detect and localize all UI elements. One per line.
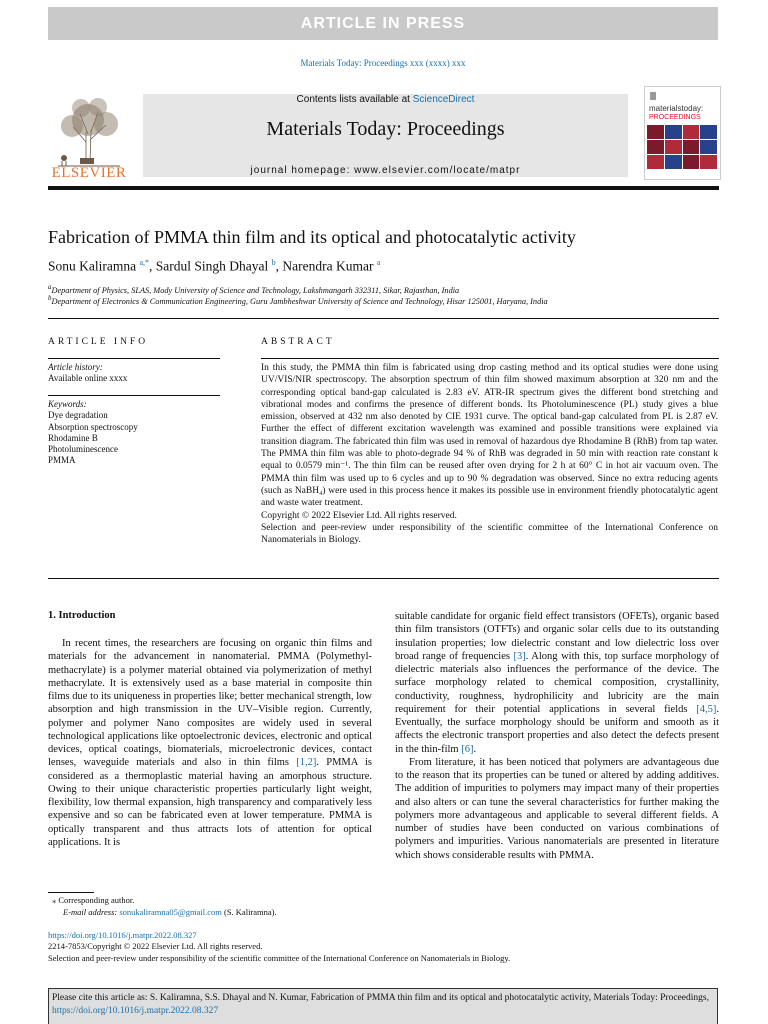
abstract-copyright: Copyright © 2022 Elsevier Ltd. All rights reserved. [261, 510, 457, 521]
journal-citation-link[interactable]: Materials Today: Proceedings xxx (xxxx) xxx [300, 58, 466, 68]
keyword: Dye degradation [48, 410, 108, 421]
article-info-heading: ARTICLE INFO [48, 337, 149, 347]
affiliation-a: $^a$Department of Physics, SLAS, Mody University of Science and Technology, Lakshmangarh 332311, Sikar, Rajasthan, India [48, 284, 460, 295]
cover-logo-icon [648, 90, 658, 102]
article-info-divider [48, 358, 220, 359]
selection-note: Selection and peer-review under responsibility of the scientific committee of the International Conference on Nanomaterials in Biology. [48, 953, 511, 963]
footnote-rule [48, 892, 94, 893]
cover-artwork [647, 125, 717, 169]
header-divider [48, 186, 719, 190]
please-cite-box: Please cite this article as: S. Kaliramna, S.S. Dhayal and N. Kumar, Fabrication of PMMA thin film and its optical and photocatalytic activity, Materials Today: Proceedings, https://doi.org/10.1016/j.matpr.2022.08.327 [48, 988, 718, 1024]
journal-homepage[interactable]: journal homepage: www.elsevier.com/locate/matpr [250, 165, 521, 176]
author-name[interactable]: Sonu Kaliramna [48, 258, 137, 274]
journal-cover-image [644, 86, 721, 180]
abstract-peer-review: Selection and peer-review under responsibility of the scientific committee of the International Conference on Nanomaterials in Biology. [261, 522, 718, 546]
cite-doi-link[interactable]: https://doi.org/10.1016/j.matpr.2022.08.327 [52, 1006, 219, 1016]
corresponding-author-note: ⁎ Corresponding author. [52, 895, 135, 905]
keywords-divider [48, 395, 220, 396]
issn-copyright: 2214-7853/Copyright © 2022 Elsevier Ltd. All rights reserved. [48, 941, 263, 951]
contents-prefix: Contents lists available at [296, 94, 410, 105]
intro-right-column: suitable candidate for organic field effect transistors (OFETs), organic based thin film transistors (OTFTs) and organic solar cells due to its outstanding insulation properties; low dielectric constant and low dielectric loss over broad range of frequencies [3]. Along with this, top surface morphology of dielectric materials also influences the performance of the device. The surface morphology related to chemical composition, crystallinity, conductivity, roughness, hydrophilicity and lubricity are the main requirement for their potential applications in several fields [4,5]. Eventually, the surface morphology should be uniform and smooth as it affects the electronic transport properties and also detect the defects present in the thin-film [6]. From literature, it has been noticed that polymers are advantageous due to the reason that its properties can be tuned or altered by adding additives. The addition of impurities to polymers may impact many of their properties and also alters or can tune the several characteristics for further making the polymers more advantageous and applicable to several different fields. A number of studies have been conducted on various combinations of polymers and impurities. Various nanomaterials are presented in literature which shows considerable results with PMMA. [395, 611, 719, 861]
citation-link[interactable]: [6] [461, 743, 474, 755]
affiliation-b: $^b$Department of Electronics & Communication Engineering, Guru Jambheshwar University of Science and Technology, Hisar 125001, Haryana, India [48, 295, 548, 306]
citation-link[interactable]: [1,2] [296, 757, 317, 769]
author-affil-sup[interactable]: a,* [139, 258, 150, 267]
abstract-heading: ABSTRACT [261, 337, 335, 347]
abstract-body [261, 362, 718, 546]
email-note: E-mail address: sonukaliramna05@gmail.com (S. Kaliramna). [63, 907, 277, 917]
keyword: Photoluminescence [48, 444, 118, 455]
article-history: Article history: Available online xxxx [48, 362, 128, 384]
intro-paragraph-2: From literature, it has been noticed that polymers are advantageous due to the reason that its properties can be tuned or altered by adding additives. The addition of impurities to polymers may impact many of their properties and also alters or can tune the several characteristics for further making the polymers more advantageous and applicable to several different fields. A number of studies have been conducted on various combinations of polymers and impurities. Various nanomaterials are presented in literature which shows considerable results with PMMA. [395, 756, 719, 861]
author-affil-sup[interactable]: a [376, 258, 381, 267]
keyword: Absorption spectroscopy [48, 421, 138, 432]
contents-available-line [143, 94, 628, 105]
author-list: Sonu Kaliramna $^{a,*}$, Sardul Singh Dhayal $^b$, Narendra Kumar $^a$ [48, 258, 381, 274]
keywords-block: Keywords: Dye degradation Absorption spectroscopy Rhodamine B Photoluminescence PMMA [48, 399, 138, 466]
article-in-press-banner: ARTICLE IN PRESS [48, 7, 718, 40]
intro-left-column: In recent times, the researchers are focusing on organic thin films and materials for the advancement in nanomaterial. PMMA (Polymethyl-methacrylate) is a polymer material obtained via polymerization of methyl methacrylate. It is extensively used as a base material in composite thin films due to its uniqueness in properties like; better mechanical strength, low absorption and high transmission in the UV–Visible region. Currently, polymer and polymer Nano composites are widely used in several technological applications like optoelectronic devices, electronic and optical devices, optical coatings, biomaterials, microelectronic devices, contact lenses, waveguide materials and also in thin films [1,2]. PMMA is considered as a thermoplastic material having an amorphous structure. Owing to their unique characteristic properties particularly light weight, flexibility, low thermal expansion, high transparency and comparatively less expensive and so can be fabricated even at lower temperature. PMMA is optically transparent and thus attracts lots of attention for optical applications. It is [48, 638, 372, 848]
citation-link[interactable]: [3] [513, 650, 526, 662]
body-divider [48, 578, 719, 579]
article-title: Fabrication of PMMA thin film and its optical and photocatalytic activity [48, 227, 576, 247]
elsevier-wordmark: ELSEVIER [51, 165, 127, 181]
citation-link[interactable]: [4,5] [696, 703, 717, 715]
doi-link[interactable]: https://doi.org/10.1016/j.matpr.2022.08.327 [48, 930, 197, 940]
keyword: PMMA [48, 455, 76, 466]
sciencedirect-link[interactable]: ScienceDirect [412, 94, 475, 105]
abstract-text: In this study, the PMMA thin film is fabricated using drop casting method and its optical studies were done using UV/VIS/NIR spectroscopy. The absorption spectrum of thin film showed maximum absorption at 320 nm and the corresponding optical band-gap calculated is 2.83 eV. ATR-IR spectrum gives the different bond stretching and vibrational modes and confirms the presence of different bonds. Its Photoluminescence (PL) study gives a blue emission, observed at 432 nm also denoted by CIE 1931 curve. The optical band-gap calculated from PL is 2.87 eV. Further the effect of different excitation wavelength was examined and possible transitions were explained via transition diagram. The fabricated thin film was used in removal of hazardous dye Rhodamine B (RhB) from tap water. The PMMA thin film was able to photo-degrade 94 % of RhB was degraded in 50 min with reaction rate constant k equal to 0.0579 min⁻¹. The thin film can be reused after oven drying for 2 h at 60° C in hot air vacuum oven. The PMMA thin film was used up to 6 cycles and up to 90 % degradation was observed. Since no extra reducing agents (such as NaBH₄) were used in this process hence it makes its possible use in environment friendly photocatalytic agent and waste water treatment. [261, 363, 718, 509]
author-affil-sup[interactable]: b [271, 258, 276, 267]
email-link[interactable]: sonukaliramna05@gmail.com [119, 907, 222, 917]
keyword: Rhodamine B [48, 432, 98, 443]
author-name[interactable]: Narendra Kumar [282, 258, 374, 274]
abstract-divider [261, 358, 719, 359]
section-heading-introduction: 1. Introduction [48, 610, 116, 621]
author-name[interactable]: Sardul Singh Dhayal [155, 258, 269, 274]
journal-title: Materials Today: Proceedings [266, 118, 505, 140]
cover-title: materialstoday: PROCEEDINGS [649, 104, 704, 121]
section-divider [48, 318, 719, 319]
